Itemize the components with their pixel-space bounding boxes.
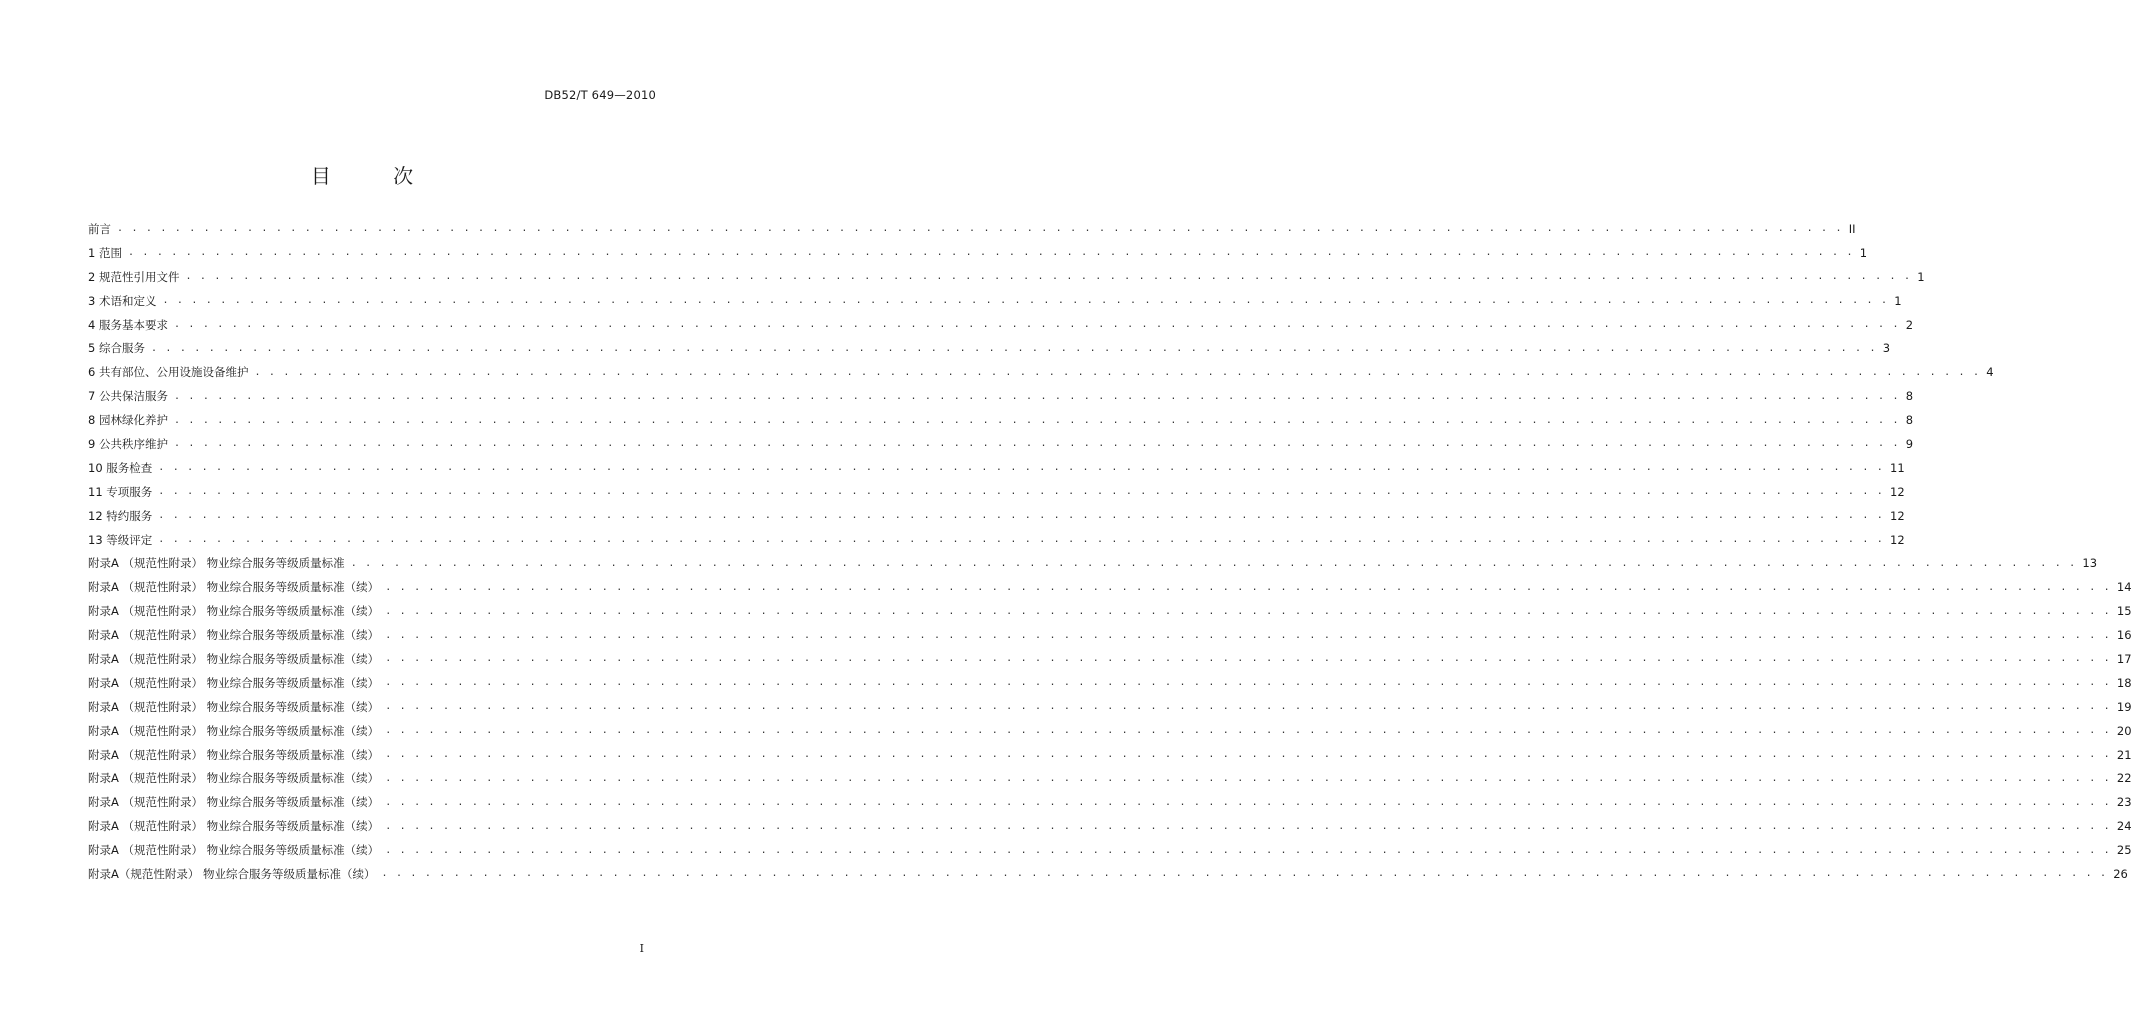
toc-entry-label: 附录A （规范性附录） 物业综合服务等级质量标准（续） — [88, 604, 380, 619]
toc-entry-page: 22 — [2116, 771, 2132, 786]
toc-entry-label: 附录A （规范性附录） 物业综合服务等级质量标准（续） — [88, 843, 380, 858]
toc-entry[interactable] — [88, 862, 2128, 886]
toc-entry[interactable] — [88, 384, 1914, 408]
toc-entry[interactable] — [88, 814, 2132, 838]
toc-dot-leader: . . . . . . . . . . . . . . . . . . . . . . . . . . . . . . . . . . . . . . . . . . . . . . . . . . . . . . . . . . . . . . . . . . . . . . . . . . . . . . . . . . . . . . . . . . . . . . . . . . . . . . . . . . . . . . . . . . . . . . . . — [385, 796, 2111, 808]
toc-entry-page: 19 — [2116, 699, 2132, 714]
toc-entry-page: II — [1848, 221, 1856, 236]
toc-entry[interactable] — [88, 408, 1914, 432]
toc-entry-page: 25 — [2116, 843, 2132, 858]
toc-dot-leader: . . . . . . . . . . . . . . . . . . . . . . . . . . . . . . . . . . . . . . . . . . . . . . . . . . . . . . . . . . . . . . . . . . . . . . . . . . . . . . . . . . . . . . . . . . . . . . . . . . . . . . . . . . . . . . . . . . . . . . . . — [385, 725, 2111, 737]
toc-entry-label: 附录A（规范性附录） 物业综合服务等级质量标准（续） — [88, 866, 376, 881]
toc-entry-page: 8 — [1905, 389, 1914, 404]
toc-dot-leader: . . . . . . . . . . . . . . . . . . . . . . . . . . . . . . . . . . . . . . . . . . . . . . . . . . . . . . . . . . . . . . . . . . . . . . . . . . . . . . . . . . . . . . . . . . . . . . . . . . . . . . . . . . . . . . . . . . . . . . . . — [127, 247, 1854, 259]
toc-entry[interactable] — [88, 432, 1914, 456]
toc-entry-label: 附录A （规范性附录） 物业综合服务等级质量标准（续） — [88, 747, 380, 762]
toc-entry-label: 10 服务检查 — [88, 460, 153, 475]
toc-entry-label: 6 共有部位、公用设施设备维护 — [88, 365, 249, 380]
toc-entry[interactable] — [88, 575, 2132, 599]
toc-entry-page: 9 — [1905, 436, 1914, 451]
toc-entry-page: 20 — [2116, 723, 2132, 738]
table-of-contents — [88, 217, 2132, 886]
toc-dot-leader: . . . . . . . . . . . . . . . . . . . . . . . . . . . . . . . . . . . . . . . . . . . . . . . . . . . . . . . . . . . . . . . . . . . . . . . . . . . . . . . . . . . . . . . . . . . . . . . . . . . . . . . . . . . . . . . . . . . . . . . . — [158, 510, 1884, 522]
toc-dot-leader: . . . . . . . . . . . . . . . . . . . . . . . . . . . . . . . . . . . . . . . . . . . . . . . . . . . . . . . . . . . . . . . . . . . . . . . . . . . . . . . . . . . . . . . . . . . . . . . . . . . . . . . . . . . . . . . . . . . . . . . . — [254, 366, 1981, 378]
toc-dot-leader: . . . . . . . . . . . . . . . . . . . . . . . . . . . . . . . . . . . . . . . . . . . . . . . . . . . . . . . . . . . . . . . . . . . . . . . . . . . . . . . . . . . . . . . . . . . . . . . . . . . . . . . . . . . . . . . . . . . . . . . . — [385, 772, 2111, 784]
toc-entry-label: 1 范围 — [88, 245, 122, 260]
toc-entry[interactable] — [88, 766, 2132, 790]
toc-dot-leader: . . . . . . . . . . . . . . . . . . . . . . . . . . . . . . . . . . . . . . . . . . . . . . . . . . . . . . . . . . . . . . . . . . . . . . . . . . . . . . . . . . . . . . . . . . . . . . . . . . . . . . . . . . . . . . . . . . . . . . . . — [385, 581, 2111, 593]
toc-dot-leader: . . . . . . . . . . . . . . . . . . . . . . . . . . . . . . . . . . . . . . . . . . . . . . . . . . . . . . . . . . . . . . . . . . . . . . . . . . . . . . . . . . . . . . . . . . . . . . . . . . . . . . . . . . . . . . . . . . . . . . . . — [173, 438, 1900, 450]
toc-entry-page: 16 — [2116, 628, 2132, 643]
toc-dot-leader: . . . . . . . . . . . . . . . . . . . . . . . . . . . . . . . . . . . . . . . . . . . . . . . . . . . . . . . . . . . . . . . . . . . . . . . . . . . . . . . . . . . . . . . . . . . . . . . . . . . . . . . . . . . . . . . . . . . . . . . . — [385, 844, 2111, 856]
toc-entry-page: 21 — [2116, 747, 2132, 762]
toc-entry[interactable] — [88, 695, 2132, 719]
page-number: I — [639, 942, 644, 955]
toc-entry-label: 5 综合服务 — [88, 341, 145, 356]
toc-entry-page: 17 — [2116, 651, 2132, 666]
toc-dot-leader: . . . . . . . . . . . . . . . . . . . . . . . . . . . . . . . . . . . . . . . . . . . . . . . . . . . . . . . . . . . . . . . . . . . . . . . . . . . . . . . . . . . . . . . . . . . . . . . . . . . . . . . . . . . . . . . . . . . . . . . . — [173, 414, 1900, 426]
toc-entry-label: 11 专项服务 — [88, 484, 153, 499]
toc-entry-label: 附录A （规范性附录） 物业综合服务等级质量标准 — [88, 556, 345, 571]
toc-entry-page: 15 — [2116, 604, 2132, 619]
toc-dot-leader: . . . . . . . . . . . . . . . . . . . . . . . . . . . . . . . . . . . . . . . . . . . . . . . . . . . . . . . . . . . . . . . . . . . . . . . . . . . . . . . . . . . . . . . . . . . . . . . . . . . . . . . . . . . . . . . . . . . . . . . . — [173, 319, 1900, 330]
toc-entry[interactable] — [88, 719, 2132, 743]
toc-entry-page: 1 — [1894, 293, 1902, 308]
toc-entry[interactable] — [88, 623, 2132, 647]
toc-entry-label: 9 公共秩序维护 — [88, 436, 168, 451]
toc-entry-label: 附录A （规范性附录） 物业综合服务等级质量标准（续） — [88, 699, 380, 714]
toc-entry[interactable] — [88, 336, 1891, 360]
toc-dot-leader: . . . . . . . . . . . . . . . . . . . . . . . . . . . . . . . . . . . . . . . . . . . . . . . . . . . . . . . . . . . . . . . . . . . . . . . . . . . . . . . . . . . . . . . . . . . . . . . . . . . . . . . . . . . . . . . . . . . . . . . . — [117, 223, 1843, 235]
toc-entry-page: 12 — [1890, 484, 1905, 499]
toc-entry-label: 附录A （规范性附录） 物业综合服务等级质量标准（续） — [88, 819, 380, 834]
toc-entry-label: 前言 — [88, 221, 111, 236]
toc-dot-leader: . . . . . . . . . . . . . . . . . . . . . . . . . . . . . . . . . . . . . . . . . . . . . . . . . . . . . . . . . . . . . . . . . . . . . . . . . . . . . . . . . . . . . . . . . . . . . . . . . . . . . . . . . . . . . . . . . . . . . . . . — [385, 701, 2111, 713]
toc-entry[interactable] — [88, 480, 1905, 504]
toc-entry-page: 1 — [1859, 245, 1868, 260]
toc-entry[interactable] — [88, 599, 2132, 623]
toc-dot-leader: . . . . . . . . . . . . . . . . . . . . . . . . . . . . . . . . . . . . . . . . . . . . . . . . . . . . . . . . . . . . . . . . . . . . . . . . . . . . . . . . . . . . . . . . . . . . . . . . . . . . . . . . . . . . . . . . . . . . . . . . — [350, 557, 2077, 569]
toc-dot-leader: . . . . . . . . . . . . . . . . . . . . . . . . . . . . . . . . . . . . . . . . . . . . . . . . . . . . . . . . . . . . . . . . . . . . . . . . . . . . . . . . . . . . . . . . . . . . . . . . . . . . . . . . . . . . . . . . . . . . . . . . — [162, 295, 1889, 307]
toc-entry-page: 24 — [2116, 819, 2132, 834]
toc-entry-page: 18 — [2116, 675, 2132, 690]
toc-entry[interactable] — [88, 671, 2132, 695]
toc-entry-label: 4 服务基本要求 — [88, 317, 168, 332]
toc-entry-page: 11 — [1890, 460, 1905, 475]
toc-entry[interactable] — [88, 456, 1905, 480]
toc-dot-leader: . . . . . . . . . . . . . . . . . . . . . . . . . . . . . . . . . . . . . . . . . . . . . . . . . . . . . . . . . . . . . . . . . . . . . . . . . . . . . . . . . . . . . . . . . . . . . . . . . . . . . . . . . . . . . . . . . . . . . . . . — [150, 342, 1877, 354]
toc-entry-page: 14 — [2116, 580, 2132, 595]
toc-entry[interactable] — [88, 313, 1914, 337]
toc-entry-label: 附录A （规范性附录） 物业综合服务等级质量标准（续） — [88, 651, 380, 666]
toc-entry[interactable] — [88, 528, 1905, 552]
toc-dot-leader: . . . . . . . . . . . . . . . . . . . . . . . . . . . . . . . . . . . . . . . . . . . . . . . . . . . . . . . . . . . . . . . . . . . . . . . . . . . . . . . . . . . . . . . . . . . . . . . . . . . . . . . . . . . . . . . . . . . . . . . . — [173, 390, 1900, 402]
toc-dot-leader: . . . . . . . . . . . . . . . . . . . . . . . . . . . . . . . . . . . . . . . . . . . . . . . . . . . . . . . . . . . . . . . . . . . . . . . . . . . . . . . . . . . . . . . . . . . . . . . . . . . . . . . . . . . . . . . . . . . . . . . . — [185, 271, 1912, 283]
toc-entry-label: 附录A （规范性附录） 物业综合服务等级质量标准（续） — [88, 795, 380, 810]
toc-dot-leader: . . . . . . . . . . . . . . . . . . . . . . . . . . . . . . . . . . . . . . . . . . . . . . . . . . . . . . . . . . . . . . . . . . . . . . . . . . . . . . . . . . . . . . . . . . . . . . . . . . . . . . . . . . . . . . . . . . . . . . . . — [385, 677, 2111, 689]
toc-entry[interactable] — [88, 647, 2132, 671]
toc-entry-label: 附录A （规范性附录） 物业综合服务等级质量标准（续） — [88, 628, 380, 643]
toc-entry-label: 7 公共保洁服务 — [88, 389, 168, 404]
toc-entry[interactable] — [88, 217, 1856, 241]
toc-dot-leader: . . . . . . . . . . . . . . . . . . . . . . . . . . . . . . . . . . . . . . . . . . . . . . . . . . . . . . . . . . . . . . . . . . . . . . . . . . . . . . . . . . . . . . . . . . . . . . . . . . . . . . . . . . . . . . . . . . . . . . . . — [158, 534, 1884, 546]
toc-entry-page: 12 — [1890, 532, 1905, 547]
toc-entry-page: 8 — [1905, 413, 1914, 428]
toc-entry[interactable] — [88, 838, 2132, 862]
toc-dot-leader: . . . . . . . . . . . . . . . . . . . . . . . . . . . . . . . . . . . . . . . . . . . . . . . . . . . . . . . . . . . . . . . . . . . . . . . . . . . . . . . . . . . . . . . . . . . . . . . . . . . . . . . . . . . . . . . . . . . . . . . . — [158, 486, 1884, 498]
toc-entry-page: 1 — [1917, 269, 1925, 284]
toc-title: 目 次 — [310, 164, 442, 188]
toc-entry-page: 3 — [1882, 341, 1891, 356]
toc-entry-label: 附录A （规范性附录） 物业综合服务等级质量标准（续） — [88, 771, 380, 786]
toc-dot-leader: . . . . . . . . . . . . . . . . . . . . . . . . . . . . . . . . . . . . . . . . . . . . . . . . . . . . . . . . . . . . . . . . . . . . . . . . . . . . . . . . . . . . . . . . . . . . . . . . . . . . . . . . . . . . . . . . . . . . . . . . — [385, 749, 2111, 761]
toc-entry-page: 23 — [2116, 795, 2132, 810]
toc-entry[interactable] — [88, 790, 2132, 814]
toc-entry-page: 13 — [2082, 556, 2098, 571]
toc-entry[interactable] — [88, 241, 1868, 265]
toc-dot-leader: . . . . . . . . . . . . . . . . . . . . . . . . . . . . . . . . . . . . . . . . . . . . . . . . . . . . . . . . . . . . . . . . . . . . . . . . . . . . . . . . . . . . . . . . . . . . . . . . . . . . . . . . . . . . . . . . . . . . . . . . — [381, 868, 2108, 880]
toc-entry-page: 2 — [1905, 317, 1914, 332]
toc-dot-leader: . . . . . . . . . . . . . . . . . . . . . . . . . . . . . . . . . . . . . . . . . . . . . . . . . . . . . . . . . . . . . . . . . . . . . . . . . . . . . . . . . . . . . . . . . . . . . . . . . . . . . . . . . . . . . . . . . . . . . . . . — [158, 462, 1884, 474]
toc-entry-page: 4 — [1986, 365, 1994, 380]
toc-entry[interactable] — [88, 551, 2098, 575]
toc-entry[interactable] — [88, 265, 1925, 289]
toc-entry-label: 13 等级评定 — [88, 532, 153, 547]
toc-entry[interactable] — [88, 289, 1902, 313]
toc-entry-label: 2 规范性引用文件 — [88, 269, 180, 284]
toc-entry[interactable] — [88, 743, 2132, 767]
toc-entry[interactable] — [88, 360, 1994, 384]
toc-dot-leader: . . . . . . . . . . . . . . . . . . . . . . . . . . . . . . . . . . . . . . . . . . . . . . . . . . . . . . . . . . . . . . . . . . . . . . . . . . . . . . . . . . . . . . . . . . . . . . . . . . . . . . . . . . . . . . . . . . . . . . . . — [385, 629, 2111, 641]
toc-entry-page: 12 — [1890, 508, 1905, 523]
toc-entry-label: 附录A （规范性附录） 物业综合服务等级质量标准（续） — [88, 723, 380, 738]
toc-dot-leader: . . . . . . . . . . . . . . . . . . . . . . . . . . . . . . . . . . . . . . . . . . . . . . . . . . . . . . . . . . . . . . . . . . . . . . . . . . . . . . . . . . . . . . . . . . . . . . . . . . . . . . . . . . . . . . . . . . . . . . . . — [385, 605, 2111, 617]
toc-entry-label: 3 术语和定义 — [88, 293, 157, 308]
toc-entry-label: 附录A （规范性附录） 物业综合服务等级质量标准（续） — [88, 675, 380, 690]
toc-entry-page: 26 — [2113, 866, 2128, 881]
toc-dot-leader: . . . . . . . . . . . . . . . . . . . . . . . . . . . . . . . . . . . . . . . . . . . . . . . . . . . . . . . . . . . . . . . . . . . . . . . . . . . . . . . . . . . . . . . . . . . . . . . . . . . . . . . . . . . . . . . . . . . . . . . . — [385, 653, 2111, 665]
toc-entry[interactable] — [88, 504, 1905, 528]
toc-dot-leader: . . . . . . . . . . . . . . . . . . . . . . . . . . . . . . . . . . . . . . . . . . . . . . . . . . . . . . . . . . . . . . . . . . . . . . . . . . . . . . . . . . . . . . . . . . . . . . . . . . . . . . . . . . . . . . . . . . . . . . . . — [385, 820, 2111, 832]
document-code: DB52/T 649—2010 — [544, 88, 656, 102]
toc-entry-label: 8 园林绿化养护 — [88, 413, 168, 428]
toc-entry-label: 12 特约服务 — [88, 508, 153, 523]
toc-entry-label: 附录A （规范性附录） 物业综合服务等级质量标准（续） — [88, 580, 380, 595]
